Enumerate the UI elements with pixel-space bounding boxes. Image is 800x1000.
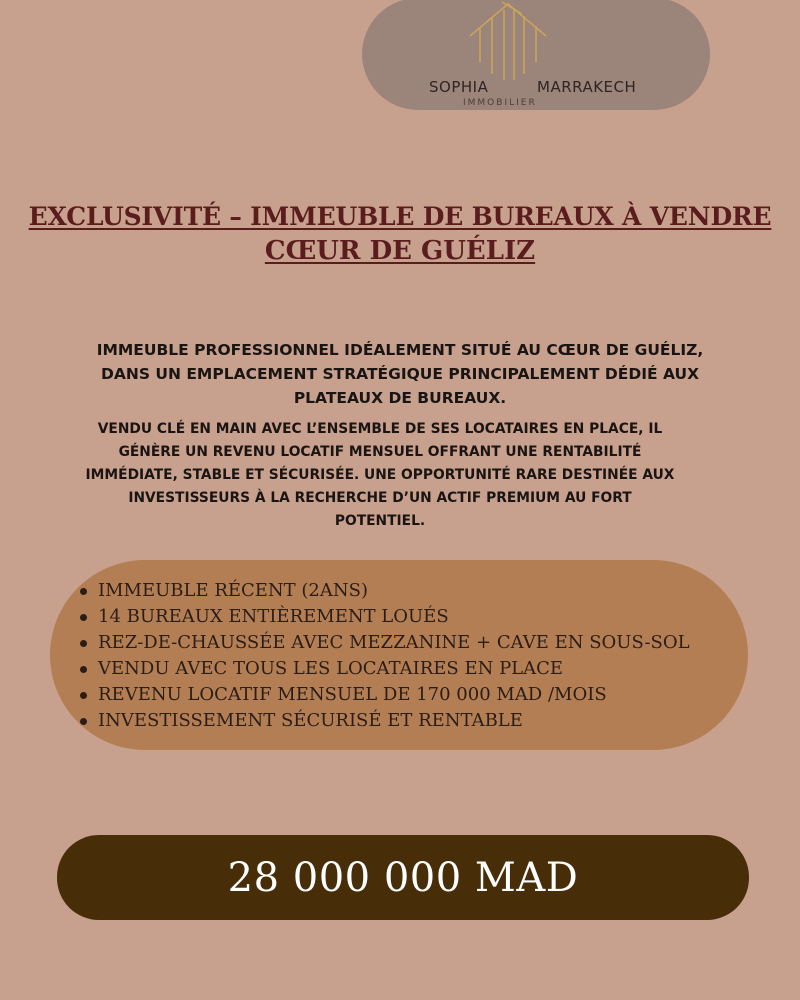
description-line: DANS UN EMPLACEMENT STRATÉGIQUE PRINCIPALEMENT DÉDIÉ AUX bbox=[100, 365, 700, 383]
description-line: PLATEAUX DE BUREAUX. bbox=[293, 389, 507, 407]
description-paragraph-1 bbox=[0, 338, 800, 410]
feature-item bbox=[78, 630, 690, 656]
logo-name-right: MARRAKECH bbox=[537, 78, 637, 96]
feature-item bbox=[78, 708, 690, 734]
feature-text: INVESTISSEMENT SÉCURISÉ ET RENTABLE bbox=[98, 710, 523, 731]
page-title bbox=[0, 200, 800, 268]
description-line: POTENTIEL. bbox=[334, 513, 426, 529]
features-list bbox=[78, 578, 690, 734]
logo-name-left: SOPHIA bbox=[429, 78, 489, 96]
logo-subtitle: IMMOBILIER bbox=[463, 98, 537, 108]
feature-item bbox=[78, 604, 690, 630]
bullet-icon bbox=[80, 640, 87, 647]
description-line: VENDU CLÉ EN MAIN AVEC L’ENSEMBLE DE SES LOCATAIRES EN PLACE, IL bbox=[97, 421, 663, 437]
description-line: INVESTISSEURS À LA RECHERCHE D’UN ACTIF PREMIUM AU FORT bbox=[128, 490, 632, 506]
house-logo-icon bbox=[462, 0, 554, 80]
description-line: GÉNÈRE UN REVENU LOCATIF MENSUEL OFFRANT UNE RENTABILITÉ bbox=[118, 444, 642, 460]
feature-item bbox=[78, 578, 690, 604]
bullet-icon bbox=[80, 588, 87, 595]
feature-text: REZ-DE-CHAUSSÉE AVEC MEZZANINE + CAVE EN SOUS-SOL bbox=[98, 632, 690, 653]
price-banner bbox=[57, 835, 749, 920]
bullet-icon bbox=[80, 614, 87, 621]
title-line-1: EXCLUSIVITÉ – IMMEUBLE DE BUREAUX À VENDRE bbox=[28, 202, 772, 231]
description-line: IMMEUBLE PROFESSIONNEL IDÉALEMENT SITUÉ AU CŒUR DE GUÉLIZ, bbox=[96, 341, 704, 359]
bullet-icon bbox=[80, 666, 87, 673]
price-value: 28 000 000 MAD bbox=[227, 854, 579, 901]
feature-item bbox=[78, 682, 690, 708]
title-line-2: CŒUR DE GUÉLIZ bbox=[264, 236, 536, 266]
feature-text: VENDU AVEC TOUS LES LOCATAIRES EN PLACE bbox=[98, 658, 564, 679]
description-line: IMMÉDIATE, STABLE ET SÉCURISÉE. UNE OPPORTUNITÉ RARE DESTINÉE AUX bbox=[85, 467, 675, 483]
description-paragraph-2 bbox=[0, 418, 780, 533]
bullet-icon bbox=[80, 692, 87, 699]
feature-text: 14 BUREAUX ENTIÈREMENT LOUÉS bbox=[98, 606, 449, 627]
bullet-icon bbox=[80, 718, 87, 725]
feature-text: REVENU LOCATIF MENSUEL DE 170 000 MAD /MOIS bbox=[98, 684, 607, 705]
feature-text: IMMEUBLE RÉCENT (2ANS) bbox=[98, 580, 368, 601]
feature-item bbox=[78, 656, 690, 682]
